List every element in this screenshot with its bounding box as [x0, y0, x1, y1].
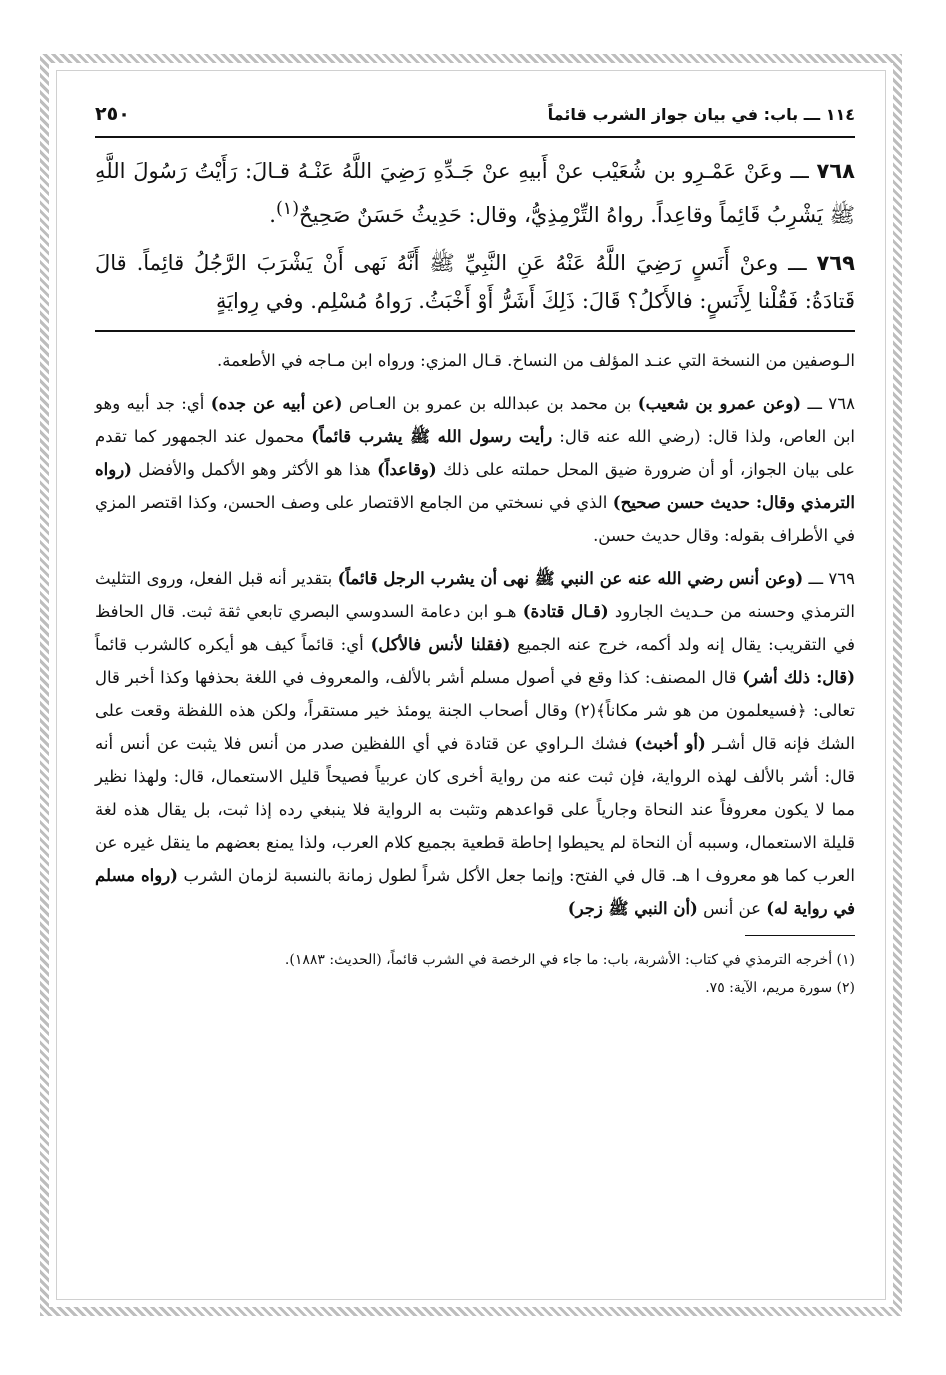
bold-segment: (رواه مسلم في رواية له)	[95, 866, 855, 918]
text-segment: الذي في نسختي من الجامع الاقتصار على وصف الحسن، وكذا اقتصر المزي في الأطراف بقوله: وقال حديث حسن.	[95, 493, 855, 545]
footnotes	[95, 946, 855, 1002]
bold-segment: (عن أبيه عن جده)	[210, 394, 343, 413]
text-segment: هذا هو الأكثر وهو الأكمل والأفضل	[131, 460, 378, 479]
hadith-body: وعَنْ عَمْـرِو بن شُعَيْب عنْ أَبيهِ عنْ جَـدِّهِ رَضِيَ اللَّهُ عَنْـهُ قـالَ: رَأَيْتُ رَسُولَ اللَّهِ ﷺ يَشْرِبُ قَائِماً وقاعِداً. رواهُ التِّرْمِذِيُّ، وقال: حَدِيثُ حَسَنٌ صَحِيحٌ	[95, 159, 855, 227]
bold-segment: (فقلنا لأنس فالأكل)	[370, 635, 511, 654]
bold-segment: رأيت رسول الله ﷺ يشرب قائماً)	[311, 427, 553, 446]
hadith-768: ٧٦٨ ـــ وعَنْ عَمْـرِو بن شُعَيْب عنْ أَبيهِ عنْ جَـدِّهِ رَضِيَ اللَّهُ عَنْـهُ قـالَ: رَأَيْتُ رَسُولَ اللَّهِ ﷺ يَشْرِبُ قَائِماً وقاعِداً. رواهُ التِّرْمِذِيُّ، وقال: حَدِيثُ حَسَنٌ صَحِيحٌ$^{(١)}$.	[95, 159, 855, 227]
text-segment: هـو ابن دعامة السدوسي البصري تابعي ثقة ثبت. قال الحافظ في التقريب: يقال إنه ولد أكمه، خرج عنه الجميع	[95, 602, 855, 654]
text-segment: عن أنس	[697, 899, 767, 918]
bold-segment: (وقاعداً)	[377, 460, 437, 479]
chapter-title: ١١٤ ـــ باب: في بيان جواز الشرب قائماً	[547, 104, 855, 124]
bold-segment: (وعن عمرو بن شعيب)	[637, 394, 802, 413]
text-segment: محمول عند الجمهور كما تقدم على بيان الجواز، أو أن ضرورة ضيق المحل حملته على ذلك	[95, 427, 856, 479]
section-divider	[95, 330, 855, 332]
commentary	[95, 344, 855, 925]
text-segment: ٧٦٩ ـــ	[803, 569, 855, 588]
footnote-2: (٢) سورة مريم، الآية: ٧٥.	[705, 980, 855, 996]
footnote-1: (١) أخرجه الترمذي في كتاب: الأشربة، باب: ما جاء في الرخصة في الشرب قائماً، (الحديث: ١٨٨٣).	[284, 952, 855, 968]
text-segment: أي: جد أبيه وهو ابن العاص، ولذا قال: (رضي الله عنه قال:	[95, 394, 856, 446]
commentary-769	[95, 562, 855, 925]
page-body	[95, 92, 855, 1002]
bold-segment: (قـال قتادة)	[522, 602, 609, 621]
hadith-number: ٧٦٨	[816, 159, 855, 183]
bold-segment: (رواه الترمذي وقال: حديث حسن صحيح)	[95, 460, 855, 512]
text-segment: بن محمد بن عبدالله بن عمرو بن العـاص	[342, 394, 638, 413]
bold-segment: (وعن أنس رضي الله عنه عن النبي ﷺ نهى أن يشرب الرجل قائماً)	[337, 569, 804, 588]
hadith-number: ٧٦٩	[816, 251, 855, 275]
page-number: ٢٥٠	[95, 103, 130, 125]
text-segment: فشك الـراوي عن قتادة في أي اللفظين صدر من أنس فلا يثبت عن أنس أنه قال: أشر بالألف لهذه الرواية، فإن ثبت عنه من رواية أخرى كان عربياً فصيحاً قليل الاستعمال، قال: ولهذا نظير مما لا يكون معروفاً عند النحاة وجارياً على قواعدهم وتثبت به الرواية فلا ينبغي رده إذا ثبت، بل يقال هذه لغة قليلة الاستعمال، وسببه أن النحاة لم يحيطوا إحاطة قطعية بجميع كلام العرب، ولذا يمنع بعضهم ما ينقل غيره عن العرب كما هو معروف ا هـ. قال في الفتح: وإنما جعل الأكل شراً لطول زمانة بالنسبة لزمان الشرب	[95, 734, 856, 885]
text-segment: أي: قائماً كيف هو أيكره كالشرب قائماً	[95, 635, 371, 654]
text-segment: قال المصنف: كذا وقع في أصول مسلم أشر بالألف، والمعروف في اللغة بحذفها وكذا أخبر قال تعالى: ﴿فسيعلمون من هو شر مكاناً﴾(٢) وقال أصحاب الجنة يومئذ خير مستقراً، ولكن هذه اللفظة وقعت على الشك فإنه قال أشـر	[95, 668, 855, 753]
page-header	[95, 92, 855, 138]
commentary-768	[95, 387, 855, 552]
text-segment: ٧٦٨ ـــ	[801, 394, 856, 413]
hadith-text	[95, 152, 855, 320]
commentary-intro: الـوصفين من النسخة التي عنـد المؤلف من النساخ. قـال المزي: ورواه ابن مـاجه في الأطعمة.	[216, 351, 855, 370]
hadith-body: وعنْ أَنَسٍ رَضِيَ اللَّهُ عَنْهُ عَنِ النَّبِيِّ ﷺ أَنَّهُ نَهى أَنْ يَشْرَبَ الرَّجُلُ قائِماً. قالَ قَتادَةُ: فَقُلْنا لِأَنَسٍ: فالأَكلُ؟ قَالَ: ذَلِكَ أَشَرُّ أَوْ أَخْبَثُ. رَواهُ مُسْلِم. وفي رِوايَةٍ	[95, 251, 855, 313]
footnote-ref: (١)	[275, 199, 300, 219]
bold-segment: (أن النبي ﷺ زجر)	[567, 899, 698, 918]
hadith-769: ٧٦٩ ـــ وعنْ أَنَسٍ رَضِيَ اللَّهُ عَنْهُ عَنِ النَّبِيِّ ﷺ أَنَّهُ نَهى أَنْ يَشْرَبَ الرَّجُلُ قائِماً. قالَ قَتادَةُ: فَقُلْنا لِأَنَسٍ: فالأَكلُ؟ قَالَ: ذَلِكَ أَشَرُّ أَوْ أَخْبَثُ. رَواهُ مُسْلِم. وفي رِوايَةٍ	[95, 251, 855, 313]
footnote-divider	[745, 935, 855, 936]
bold-segment: (قال: ذلك أشر)	[742, 668, 855, 687]
bold-segment: (أو أخبث)	[634, 734, 706, 753]
text-segment: بتقدير أنه قبل الفعل، وروى التثليث الترمذي وحسنه من حـديث الجارود	[95, 569, 855, 621]
